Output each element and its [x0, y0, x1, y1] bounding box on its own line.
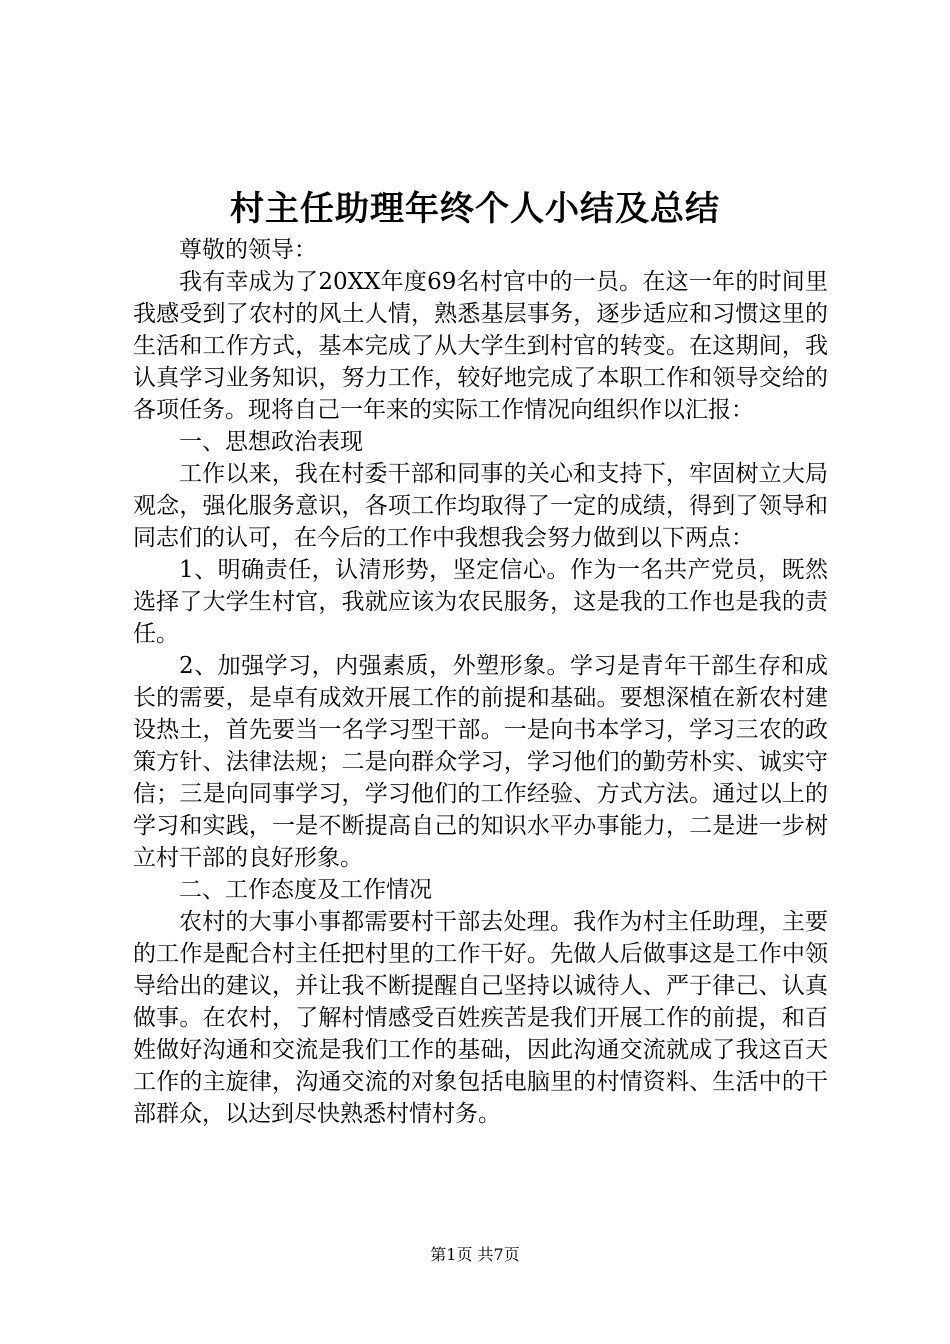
paragraph-intro: 我有幸成为了20XX年度69名村官中的一员。在这一年的时间里我感受到了农村的风土人情，熟悉基层事务，逐步适应和习惯这里的生活和工作方式，基本完成了从大学生到村官的转变。在这期间，我认真学习业务知识，努力工作，较好地完成了本职工作和领导交给的各项任务。现将自己一年来的实际工作情况向组织作以汇报： — [133, 269, 828, 423]
document-body — [133, 234, 828, 1130]
salutation: 尊敬的领导： — [179, 237, 317, 263]
paragraph-section-2: 农村的大事小事都需要村干部去处理。我作为村主任助理，主要的工作是配合村主任把村里的工作干好。先做人后做事这是工作中领导给出的建议，并让我不断提醒自己坚持以诚待人、严于律己、认真做事。在农村，了解村情感受百姓疾苦是我们开展工作的前提，和百姓做好沟通和交流是我们工作的基础，因此沟通交流就成了我这百天工作的主旋律，沟通交流的对象包括电脑里的村情资料、生活中的干部群众，以达到尽快熟悉村情村务。 — [133, 909, 828, 1127]
page-number-footer: 第1页 共7页 — [430, 1245, 520, 1264]
paragraph-point-2: 2、加强学习，内强素质，外塑形象。学习是青年干部生存和成长的需要，是卓有成效开展工作的前提和基础。要想深植在新农村建设热土，首先要当一名学习型干部。一是向书本学习，学习三农的政策方针、法律法规；二是向群众学习，学习他们的勤劳朴实、诚实守信；三是向同事学习，学习他们的工作经验、方式方法。通过以上的学习和实践，一是不断提高自己的知识水平办事能力，二是进一步树立村干部的良好形象。 — [133, 653, 828, 871]
section-heading-1: 一、思想政治表现 — [179, 429, 363, 455]
section-heading-2: 二、工作态度及工作情况 — [179, 877, 432, 903]
paragraph-section-1: 工作以来，我在村委干部和同事的关心和支持下，牢固树立大局观念，强化服务意识，各项工作均取得了一定的成绩，得到了领导和同志们的认可，在今后的工作中我想我会努力做到以下两点： — [133, 461, 828, 551]
paragraph-point-1: 1、明确责任，认清形势，坚定信心。作为一名共产党员，既然选择了大学生村官，我就应该为农民服务，这是我的工作也是我的责任。 — [133, 557, 828, 647]
document-title: 村主任助理年终个人小结及总结 — [230, 189, 720, 229]
